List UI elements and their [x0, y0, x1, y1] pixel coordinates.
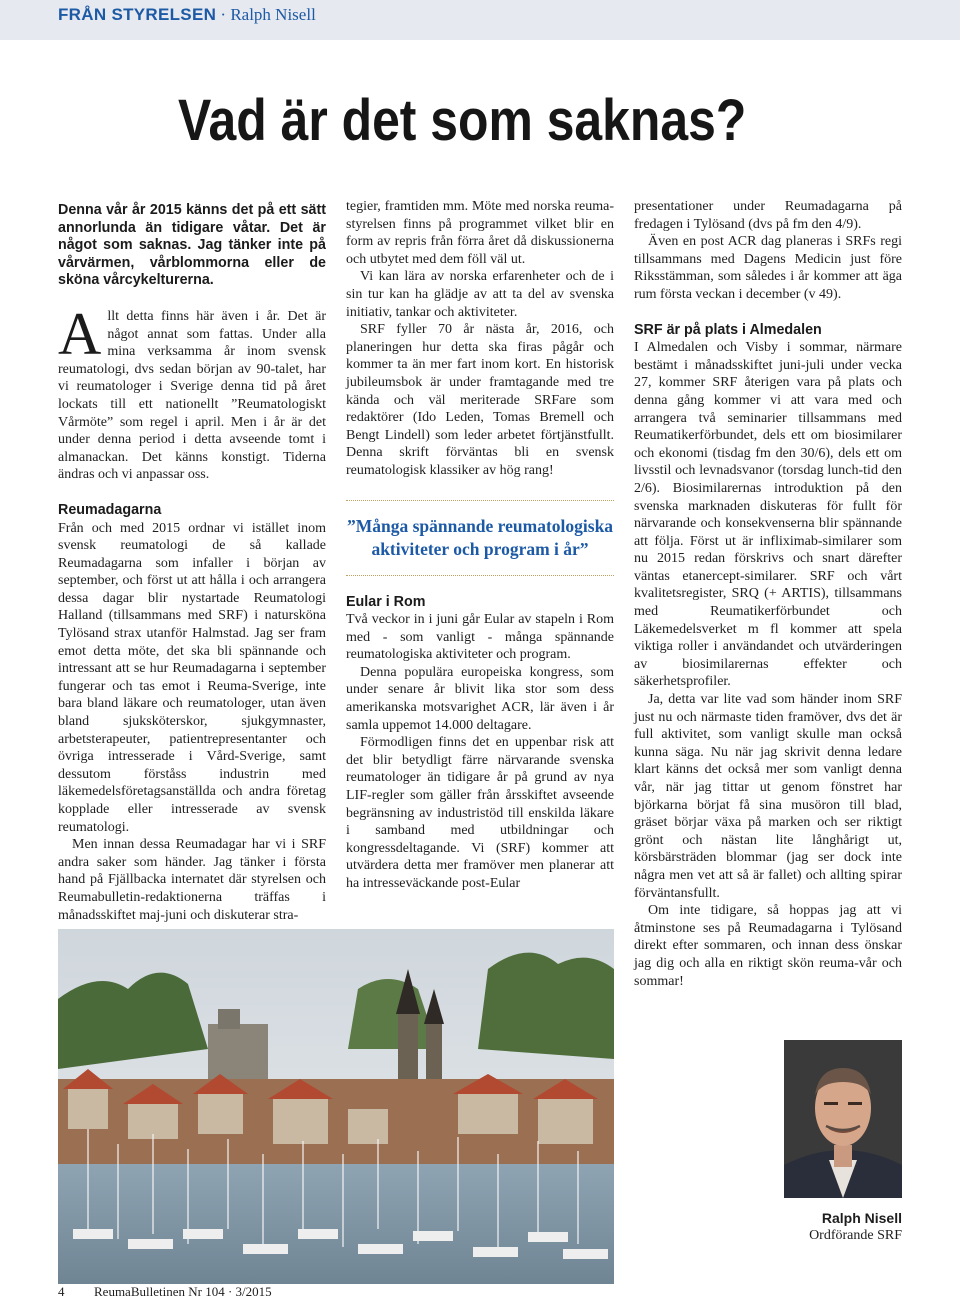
paragraph-text: llt detta finns här även i år. Det är något annat som fattas. Under alla mina verksamma år inom svensk reumatologi, dvs sedan början av 90-talet, har vi reumatologer i Sverige denna tid på året lockats till ett nationellt ”Reumatologiskt Vårmöte” som regel i april. Men i år är det under denna period i detta avseende tomt i almanackan. Det känns konstigt. Tiderna ändras och vi anpassar oss.: [58, 308, 326, 483]
article-paragraph: I Almedalen och Visby i sommar, närmare bestämt i månadsskiftet juni-juli under vecka 27, kommer SRF återigen vara på plats och denna gång kommer vi att vara med och arrangera två seminarier tillsammans med Reumatikerförbundet, dels ett om biosimilarer och ekonomi (tisdag fm den 30/6), dels ett om livsstil och levnadsvanor (torsdag lunch-tid den 2/6). Biosimilarernas introduktion på den svenska marknaden diskuteras för fullt för närvarande och konsekvenserna blir spännande att följa. Först ut är infliximab-similarer som nu 2015 redan förskrivs och snart därefter väntas etanercept-similarer. SRF och vårt kvalitetsregister, SRQ (+ ARTIS), tillsammans med Reumatikerförbundet och Läkemedelsverket m fl kommer att spela viktiga roller i användandet och utvärderingen av biosimilarernas effekter och säkerhetsprofiler.: [634, 340, 902, 690]
caption-title: Ordförande SRF: [809, 1228, 902, 1243]
pull-quote: ”Många spännande reumatologiska aktiviteter och program i år”: [346, 500, 614, 576]
subheading-almedalen: SRF är på plats i Almedalen: [634, 321, 822, 338]
photo-illustration: [58, 929, 614, 1284]
harbour-town-photo: [58, 929, 614, 1284]
article-paragraph: [58, 300, 326, 484]
portrait-illustration: [784, 1040, 902, 1198]
article-paragraph: SRF fyller 70 år nästa år, 2016, och planeringen hur detta ska firas pågår och kommer ta än mer fart inom kort. En historisk jubileumsbok är under framtagande med tre kända och väl meriterade SRFare som redaktörer (Ido Leden, Tomas Bremell och Bengt Lindell) som leder arbetet förtjänstfullt. Denna skrift förväntas bli en svensk reumatologisk klassiker av hög rang!: [346, 322, 614, 478]
portrait-photo: [784, 1040, 902, 1198]
subheading-reumadagarna: Reumadagarna: [58, 501, 162, 518]
page-footer: [58, 1284, 272, 1300]
article-paragraph: Ja, detta var lite vad som händer inom SRF just nu och närmaste tiden framöver, dvs det är full aktivitet, som vanligt skulle man också kunna säga. Nu när jag skrivit denna ledare klart känns det också mer som vanligt denna vår, när jag tittar ut genom fönstret har björkarna börjat få sina musöron till blad, gräset börjar växa på marken och ser riktigt grönt och nästan lite långhårigt ut, körsbärsträden blommar (jag ser dock inte några men vet att så är fallet) och allting spirar förväntansfullt.: [634, 692, 902, 901]
article-paragraph: Från och med 2015 ordnar vi istället inom svensk reumatologi de så kallade Reumadagarna som infaller i början av september, och först ut att hålla i och arrangera dessa dagar blir nystartade Reumatologi Halland (tillsammans med SRF) i natursköna Tylösand strax utanför Halmstad. Jag ser fram emot detta möte, det ska bli spännande och intressant att se hur Reumadagarna i september fungerar och tas emot i Reuma-Sverige, inte bara bland läkare och reumatologer, utan även bland sjuksköterskor, sjukgymnaster, arbetsterapeuter, patientrepresentanter och övriga intresserade i Vård-Sverige, samt dessutom förståss industrin med läkemedelsföretagsanställda och andra företag kopplade eller intresserade av svensk reumatologi.: [58, 520, 326, 835]
section-author: Ralph Nisell: [230, 5, 316, 24]
article-column-1: [58, 198, 326, 924]
article-paragraph: Förmodligen finns det en uppenbar risk att det blir betydligt färre närvarande svenska reumatologer än tidigare år på grund av nya LIF-regler som gäller från årsskiftet avseende begränsning av industristöd till enskilda läkare i samband med utbildningar och kongressdeltagande. Vi (SRF) kommer att utvärdera detta mer framöver men planerar att ha intresseväckande post-Eular: [346, 735, 614, 891]
article-ingress: Denna vår år 2015 känns det på ett sätt annorlunda än tidigare våtar. Det är något som saknas. Jag tänker inte på vårvärmen, vårblommorna eller de sköna vårcykelturerna.: [58, 202, 326, 289]
section-name: FRÅN STYRELSEN: [58, 5, 217, 24]
article-paragraph: Vi kan lära av norska erfarenheter och de i sin tur kan ha glädje av att ta del av svenska initiativ, tankar och aktiviteter.: [346, 269, 614, 320]
photo-caption: [809, 1209, 902, 1245]
page-number: 4: [58, 1284, 65, 1299]
article-column-3: [634, 198, 902, 990]
article-paragraph: Två veckor in i juni går Eular av stapeln i Rom med - som vanligt - många spännande reumatologiska aktiviteter och program.: [346, 612, 614, 663]
article-paragraph: presentationer under Reumadagarna på fredagen i Tylösand (dvs på fm den 4/9).: [634, 199, 902, 232]
drop-cap: A: [58, 300, 102, 367]
article-column-2: [346, 198, 614, 893]
page-title: Vad är det som saknas?: [178, 88, 747, 153]
subheading-eular: Eular i Rom: [346, 593, 426, 610]
section-label: [58, 5, 316, 25]
article-paragraph: tegier, framtiden mm. Möte med norska reuma-styrelsen finns på programmet vilket blir en form av repris från förra året då diskussionerna och utbytet med dem föll väl ut.: [346, 199, 614, 267]
article-paragraph: Även en post ACR dag planeras i SRFs regi tillsammans med Dagens Medicin just före Riksstämman, som således i år kommer att äga rum första veckan i december (v 49).: [634, 234, 902, 302]
article-paragraph: Men innan dessa Reumadagar har vi i SRF andra saker som händer. Jag tänker i första hand på Fjällbacka internatet där styrelsen och Reumabulletin-redaktionerna träffas i månadsskiftet maj-juni och diskuterar stra-: [58, 837, 326, 923]
caption-name: Ralph Nisell: [821, 1210, 902, 1226]
article-paragraph: Denna populära europeiska kongress, som under senare år blivit lika stor som dess amerikanska motsvarighet ACR, lär även i år samla uppemot 14.000 deltagare.: [346, 664, 614, 733]
article-paragraph: Om inte tidigare, så hoppas jag att vi åtminstone ses på Reumadagarna i Tylösand direkt efter sommaren, och innan dess önskar jag dig och alla en riktigt skön reuma-vår och sommar!: [634, 903, 902, 989]
section-separator: ·: [220, 5, 227, 24]
publication-name: ReumaBulletinen Nr 104 · 3/2015: [94, 1284, 272, 1299]
